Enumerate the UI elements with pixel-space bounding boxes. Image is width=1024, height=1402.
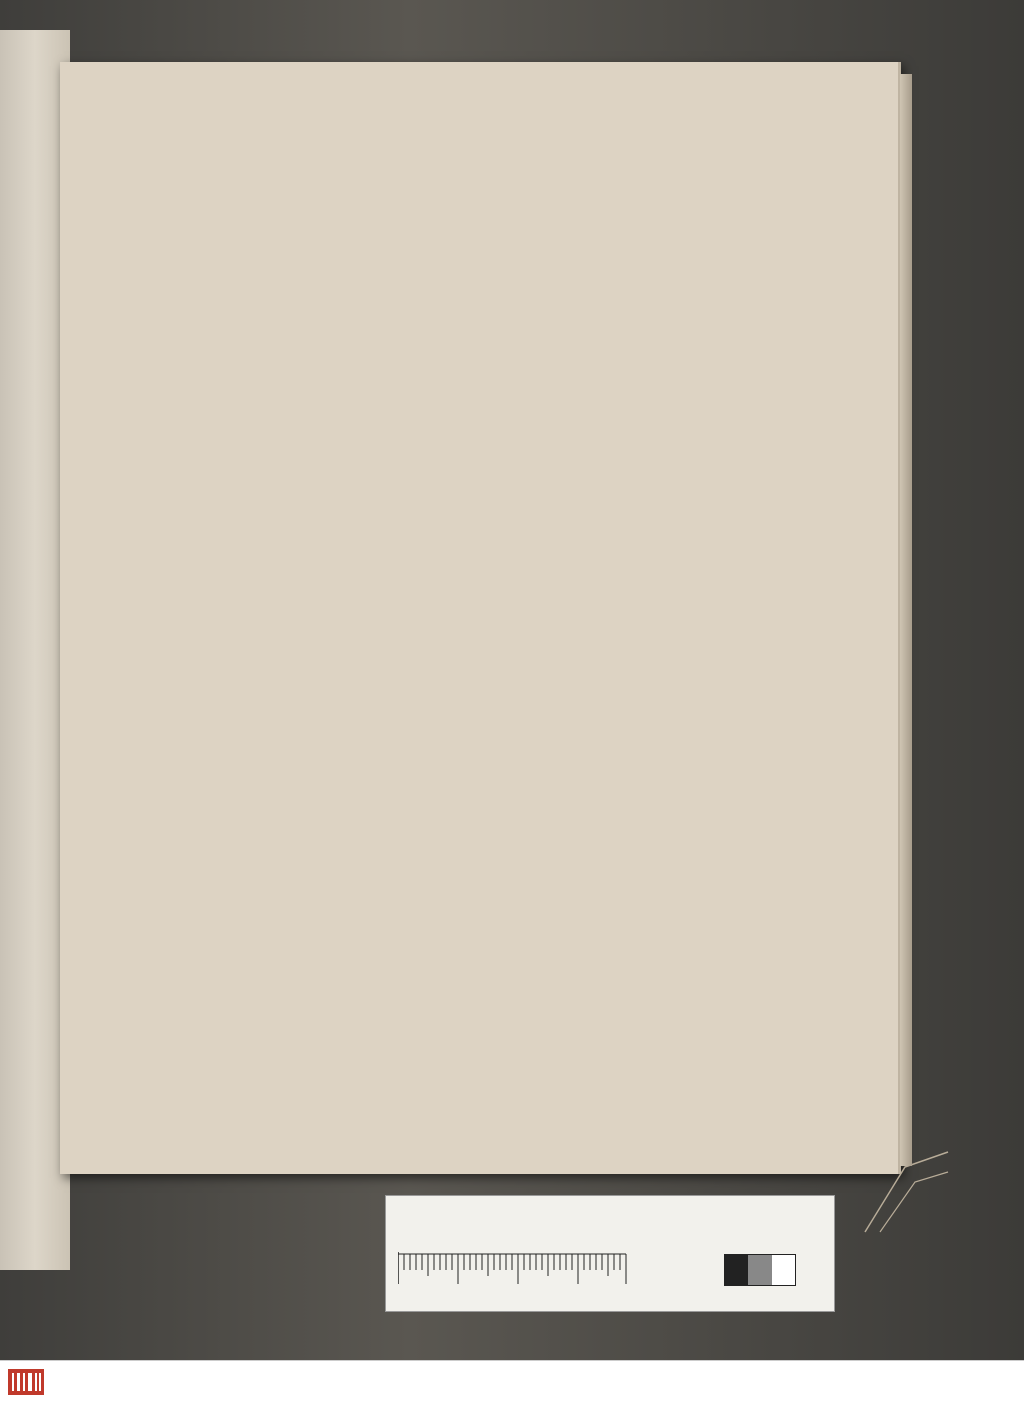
page-corner-fold bbox=[860, 1147, 950, 1237]
book-page bbox=[60, 62, 901, 1174]
color-card bbox=[385, 1195, 835, 1312]
measure-ruler bbox=[398, 1250, 628, 1286]
footer-bar bbox=[0, 1360, 1024, 1402]
gray-scale-swatches bbox=[724, 1254, 796, 1286]
hab-barcode-icon bbox=[8, 1369, 44, 1395]
